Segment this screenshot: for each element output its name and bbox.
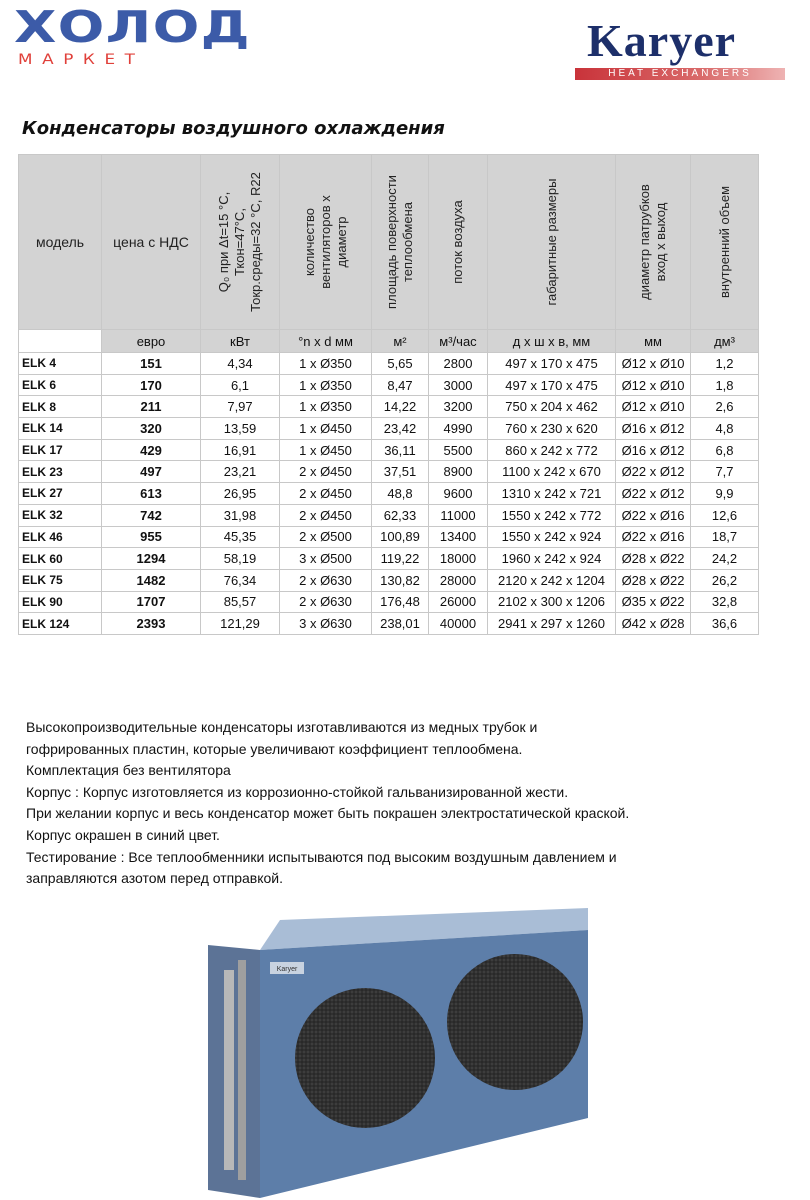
cell-price: 1482 [102, 569, 201, 591]
cell-pipes: Ø28 x Ø22 [616, 569, 691, 591]
cell-fans: 2 x Ø630 [280, 569, 372, 591]
cell-capacity: 23,21 [201, 461, 280, 483]
cell-volume: 4,8 [691, 418, 759, 440]
cell-price: 497 [102, 461, 201, 483]
cell-area: 48,8 [372, 483, 429, 505]
cell-model: ELK 14 [19, 418, 102, 440]
cell-area: 119,22 [372, 548, 429, 570]
header-fans-line: количество [301, 207, 317, 277]
cell-model: ELK 27 [19, 483, 102, 505]
unit-airflow: м³/час [429, 330, 488, 353]
cell-area: 62,33 [372, 504, 429, 526]
table-row [19, 548, 759, 570]
cell-price: 211 [102, 396, 201, 418]
cell-price: 170 [102, 374, 201, 396]
cell-dimensions: 2120 x 242 x 1204 [488, 569, 616, 591]
table-row [19, 374, 759, 396]
description [26, 717, 726, 890]
header-fans [280, 155, 372, 330]
units-row [19, 330, 759, 353]
header-area [372, 155, 429, 330]
cell-dimensions: 760 x 230 x 620 [488, 418, 616, 440]
cell-pipes: Ø35 x Ø22 [616, 591, 691, 613]
cell-volume: 1,2 [691, 353, 759, 375]
cell-capacity: 31,98 [201, 504, 280, 526]
table-row [19, 526, 759, 548]
header-capacity-line: Q₀ при Δt=15 °C, [216, 191, 231, 293]
cell-area: 23,42 [372, 418, 429, 440]
cell-price: 2393 [102, 613, 201, 635]
unit-volume: дм³ [691, 330, 759, 353]
cell-area: 5,65 [372, 353, 429, 375]
cell-capacity: 45,35 [201, 526, 280, 548]
table-row [19, 591, 759, 613]
cell-capacity: 58,19 [201, 548, 280, 570]
cell-capacity: 16,91 [201, 439, 280, 461]
description-line: Высокопроизводительные конденсаторы изготавливаются из медных трубок и [26, 719, 538, 735]
cell-capacity: 4,34 [201, 353, 280, 375]
cell-dimensions: 750 x 204 x 462 [488, 396, 616, 418]
cell-airflow: 4990 [429, 418, 488, 440]
cell-capacity: 76,34 [201, 569, 280, 591]
header-price: цена с НДС [102, 155, 201, 330]
header-dimensions [488, 155, 616, 330]
cell-pipes: Ø22 x Ø12 [616, 483, 691, 505]
cell-fans: 1 x Ø350 [280, 374, 372, 396]
cell-dimensions: 497 x 170 x 475 [488, 353, 616, 375]
cell-model: ELK 90 [19, 591, 102, 613]
description-line: гофрированных пластин, которые увеличивают коэффициент теплообмена. [26, 740, 523, 757]
header-area-line: теплообмена [400, 202, 415, 283]
cell-volume: 12,6 [691, 504, 759, 526]
cell-capacity: 6,1 [201, 374, 280, 396]
cell-area: 238,01 [372, 613, 429, 635]
header-pipes-line: вход х выход [653, 202, 668, 282]
cell-fans: 1 x Ø450 [280, 418, 372, 440]
cell-fans: 1 x Ø350 [280, 353, 372, 375]
condenser-coil-pipes [224, 970, 234, 1170]
cell-airflow: 8900 [429, 461, 488, 483]
table-row [19, 418, 759, 440]
description-line: При желании корпус и весь конденсатор может быть покрашен электростатической краской. [26, 805, 630, 822]
table-row [19, 439, 759, 461]
header-pipes-line: диаметр патрубков [637, 184, 652, 300]
condenser-photo [200, 900, 600, 1200]
cell-volume: 24,2 [691, 548, 759, 570]
cell-area: 14,22 [372, 396, 429, 418]
cell-pipes: Ø28 x Ø22 [616, 548, 691, 570]
cell-price: 1294 [102, 548, 201, 570]
cell-model: ELK 6 [19, 374, 102, 396]
cell-pipes: Ø16 x Ø12 [616, 418, 691, 440]
cell-price: 1707 [102, 591, 201, 613]
cell-price: 151 [102, 353, 201, 375]
cell-capacity: 121,29 [201, 613, 280, 635]
cell-airflow: 13400 [429, 526, 488, 548]
cell-model: ELK 124 [19, 613, 102, 635]
unit-pipes: мм [616, 330, 691, 353]
cell-airflow: 11000 [429, 504, 488, 526]
header-volume-line: внутренний объем [716, 185, 732, 299]
cell-capacity: 85,57 [201, 591, 280, 613]
description-line: Корпус окрашен в синий цвет. [26, 826, 220, 843]
cell-fans: 2 x Ø450 [280, 461, 372, 483]
cell-area: 36,11 [372, 439, 429, 461]
header-capacity-line: Ткон=47°C, [232, 208, 247, 276]
spec-table [18, 154, 759, 635]
cell-dimensions: 1100 x 242 x 670 [488, 461, 616, 483]
cell-model: ELK 8 [19, 396, 102, 418]
table-header-row [19, 155, 759, 330]
cell-pipes: Ø16 x Ø12 [616, 439, 691, 461]
cell-dimensions: 1960 x 242 x 924 [488, 548, 616, 570]
cell-area: 8,47 [372, 374, 429, 396]
cell-airflow: 9600 [429, 483, 488, 505]
cell-dimensions: 1550 x 242 x 772 [488, 504, 616, 526]
karyer-logo-tagline: HEAT EXCHANGERS [575, 68, 785, 80]
cell-pipes: Ø12 x Ø10 [616, 374, 691, 396]
kholod-logo-word: ХОЛОД [14, 2, 251, 53]
cell-fans: 1 x Ø450 [280, 439, 372, 461]
cell-price: 613 [102, 483, 201, 505]
header-fans-line: диаметр [333, 216, 349, 268]
cell-capacity: 7,97 [201, 396, 280, 418]
cell-capacity: 26,95 [201, 483, 280, 505]
fan-grille-left [295, 988, 435, 1128]
cell-area: 176,48 [372, 591, 429, 613]
cell-dimensions: 2941 x 297 x 1260 [488, 613, 616, 635]
cell-volume: 2,6 [691, 396, 759, 418]
cell-airflow: 2800 [429, 353, 488, 375]
cell-fans: 2 x Ø450 [280, 483, 372, 505]
unit-fans: °n x d мм [280, 330, 372, 353]
header-airflow-line: поток воздуха [450, 200, 465, 284]
unit-capacity: кВт [201, 330, 280, 353]
header-airflow [429, 155, 488, 330]
cell-price: 320 [102, 418, 201, 440]
cell-airflow: 40000 [429, 613, 488, 635]
cell-airflow: 3000 [429, 374, 488, 396]
table-row [19, 461, 759, 483]
cell-airflow: 28000 [429, 569, 488, 591]
cell-airflow: 3200 [429, 396, 488, 418]
header-capacity-line: Токр.среды=32 °C, R22 [248, 172, 263, 312]
header-capacity [201, 155, 280, 330]
cell-volume: 9,9 [691, 483, 759, 505]
table-row [19, 569, 759, 591]
cell-area: 130,82 [372, 569, 429, 591]
cell-model: ELK 32 [19, 504, 102, 526]
cell-volume: 32,8 [691, 591, 759, 613]
cell-capacity: 13,59 [201, 418, 280, 440]
cell-fans: 2 x Ø450 [280, 504, 372, 526]
description-line: Тестирование : Все теплообменники испытываются под высоким воздушным давлением и [26, 848, 617, 865]
cell-volume: 36,6 [691, 613, 759, 635]
cell-airflow: 18000 [429, 548, 488, 570]
cell-dimensions: 860 x 242 x 772 [488, 439, 616, 461]
kholod-market-logo [14, 2, 251, 68]
header-fans-line: вентиляторов х [317, 195, 333, 289]
condenser-label-text: Karyer [276, 966, 298, 973]
cell-model: ELK 4 [19, 353, 102, 375]
cell-dimensions: 2102 x 300 x 1206 [488, 591, 616, 613]
cell-pipes: Ø22 x Ø16 [616, 504, 691, 526]
unit-price: евро [102, 330, 201, 353]
table-row [19, 353, 759, 375]
fan-grille-right [447, 954, 583, 1090]
cell-dimensions: 1550 x 242 x 924 [488, 526, 616, 548]
cell-volume: 1,8 [691, 374, 759, 396]
description-line: Корпус : Корпус изготовляется из коррозионно-стойкой гальванизированной жести. [26, 783, 569, 800]
cell-model: ELK 23 [19, 461, 102, 483]
cell-price: 955 [102, 526, 201, 548]
cell-dimensions: 1310 x 242 x 721 [488, 483, 616, 505]
cell-fans: 2 x Ø500 [280, 526, 372, 548]
cell-pipes: Ø42 x Ø28 [616, 613, 691, 635]
header-volume [691, 155, 759, 330]
cell-volume: 26,2 [691, 569, 759, 591]
unit-area: м² [372, 330, 429, 353]
cell-pipes: Ø12 x Ø10 [616, 353, 691, 375]
header-pipes [616, 155, 691, 330]
cell-dimensions: 497 x 170 x 475 [488, 374, 616, 396]
table-row [19, 483, 759, 505]
cell-fans: 2 x Ø630 [280, 591, 372, 613]
cell-area: 37,51 [372, 461, 429, 483]
karyer-logo-word: Karyer [587, 15, 737, 66]
cell-fans: 3 x Ø500 [280, 548, 372, 570]
description-line: заправляются азотом перед отправкой. [26, 870, 284, 887]
cell-volume: 18,7 [691, 526, 759, 548]
unit-dimensions: д х ш х в, мм [488, 330, 616, 353]
cell-airflow: 5500 [429, 439, 488, 461]
header-dimensions-line: габаритные размеры [543, 178, 559, 306]
karyer-logo [573, 14, 798, 94]
table-row [19, 504, 759, 526]
cell-model: ELK 60 [19, 548, 102, 570]
table-row [19, 613, 759, 635]
cell-pipes: Ø22 x Ø16 [616, 526, 691, 548]
cell-price: 742 [102, 504, 201, 526]
cell-fans: 3 x Ø630 [280, 613, 372, 635]
cell-volume: 7,7 [691, 461, 759, 483]
market-logo-word: МАРКЕТ [18, 52, 145, 68]
table-row [19, 396, 759, 418]
header-model: модель [19, 155, 102, 330]
page-title: Конденсаторы воздушного охлаждения [22, 118, 445, 139]
cell-price: 429 [102, 439, 201, 461]
cell-volume: 6,8 [691, 439, 759, 461]
unit-model [19, 330, 102, 353]
header-area-line: площадь поверхности [384, 175, 399, 309]
cell-model: ELK 75 [19, 569, 102, 591]
cell-fans: 1 x Ø350 [280, 396, 372, 418]
cell-airflow: 26000 [429, 591, 488, 613]
cell-pipes: Ø22 x Ø12 [616, 461, 691, 483]
cell-area: 100,89 [372, 526, 429, 548]
cell-model: ELK 17 [19, 439, 102, 461]
cell-model: ELK 46 [19, 526, 102, 548]
description-line: Комплектация без вентилятора [26, 762, 231, 779]
cell-pipes: Ø12 x Ø10 [616, 396, 691, 418]
